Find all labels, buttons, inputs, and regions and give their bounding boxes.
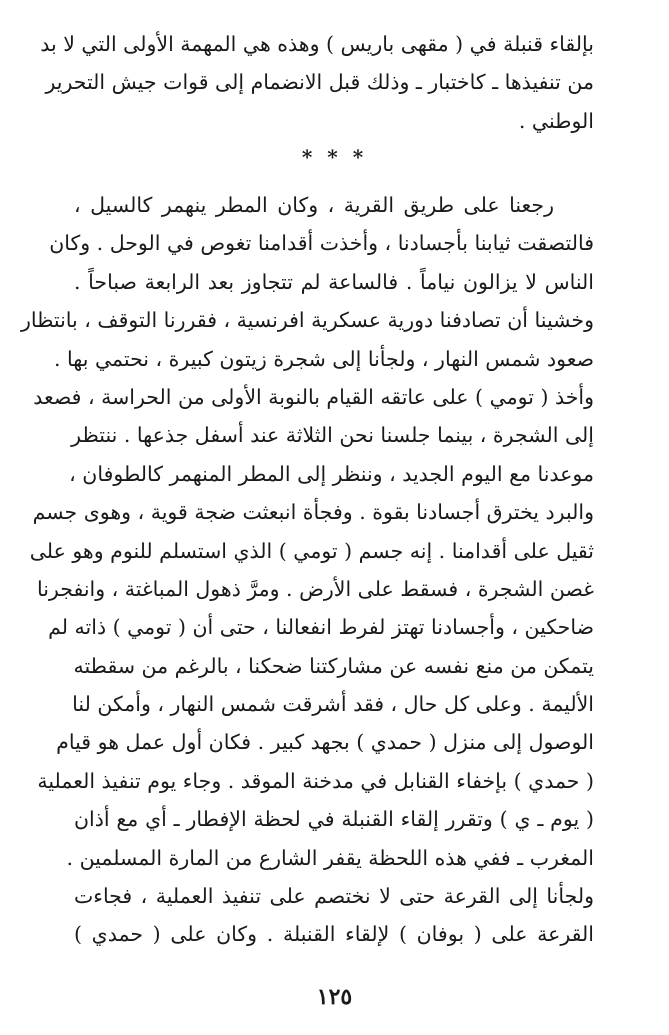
text-line: غصن الشجرة ، فسقط على الأرض . ومرَّ ذهول المباغتة ، وانفجرنا [36,576,594,601]
text-line: موعدنا مع اليوم الجديد ، وننظر إلى المطر المنهمر كالطوفان ، [69,461,594,486]
text-line: وأخذ ( تومي ) على عاتقه القيام بالنوبة الأولى من الحراسة ، فصعد [33,384,594,409]
text-line: الوصول إلى منزل ( حمدي ) بجهد كبير . فكان أول عمل هو قيام [56,730,594,755]
text-line: القرعة على ( بوفان ) لإلقاء القنبلة . وكان على ( حمدي ) [74,922,594,947]
text-line: رجعنا على طريق القرية ، وكان المطر ينهمر كالسيل ، [74,193,554,217]
text-line: ( يوم ـ ي ) وتقرر إلقاء القنبلة في لحظة الإفطار ـ أي مع أذان [74,807,594,832]
top-paragraph [40,25,594,140]
page-number: ١٢٥ [316,984,353,1010]
text-line: ( حمدي ) بإخفاء القنابل في مدخنة الموقد . وجاء يوم تنفيذ العملية [37,768,594,793]
text-line: إلى الشجرة ، بينما جلسنا نحن الثلاثة عند أسفل جذعها . ننتظر [71,423,594,448]
text-line: وخشينا أن تصادفنا دورية عسكرية افرنسية ، فقررنا التوقف ، بانتظار [20,308,594,333]
text-line: من تنفيذها ـ كاختبار ـ وذلك قبل الانضمام إلى قوات جيش التحرير [45,70,594,95]
text-line: بإلقاء قنبلة في ( مقهى باريس ) وهذه هي المهمة الأولى التي لا بد [40,32,594,56]
text-line: الناس لا يزالون نياماً . فالساعة لم تتجاوز بعد الرابعة صباحاً . [74,269,594,294]
text-line: صعود شمس النهار ، ولجأنا إلى شجرة زيتون كبيرة ، نحتمي بها . [54,346,594,371]
text-line: فالتصقت ثيابنا بأجسادنا ، وأخذت أقدامنا تغوص في الوحل . وكان [49,231,594,256]
text-line: يتمكن من منع نفسه عن مشاركتنا ضحكنا ، بالرغم من سقطته [73,653,594,678]
text-line: الأليمة . وعلى كل حال ، فقد أشرقت شمس النهار ، وأمكن لنا [72,692,594,717]
section-separator: * * * [301,145,368,169]
main-paragraph [20,186,594,954]
text-line: ولجأنا إلى القرعة حتى لا نختصم على تنفيذ العملية ، فجاءت [74,884,594,909]
text-line: المغرب ـ ففي هذه اللحظة يقفر الشارع من المارة المسلمين . [66,845,594,870]
text-line: ضاحكين ، وأجسادنا تهتز لفرط انفعالنا ، حتى أن ( تومي ) ذاته لم [48,615,594,640]
text-line: والبرد يخترق أجسادنا بقوة . وفجأة انبعثت ضجة قوية ، وهوى جسم [32,500,594,525]
text-line: الوطني . [518,108,594,133]
text-line: ثقيل على أقدامنا . إنه جسم ( تومي ) الذي استسلم للنوم وهو على [29,538,594,563]
